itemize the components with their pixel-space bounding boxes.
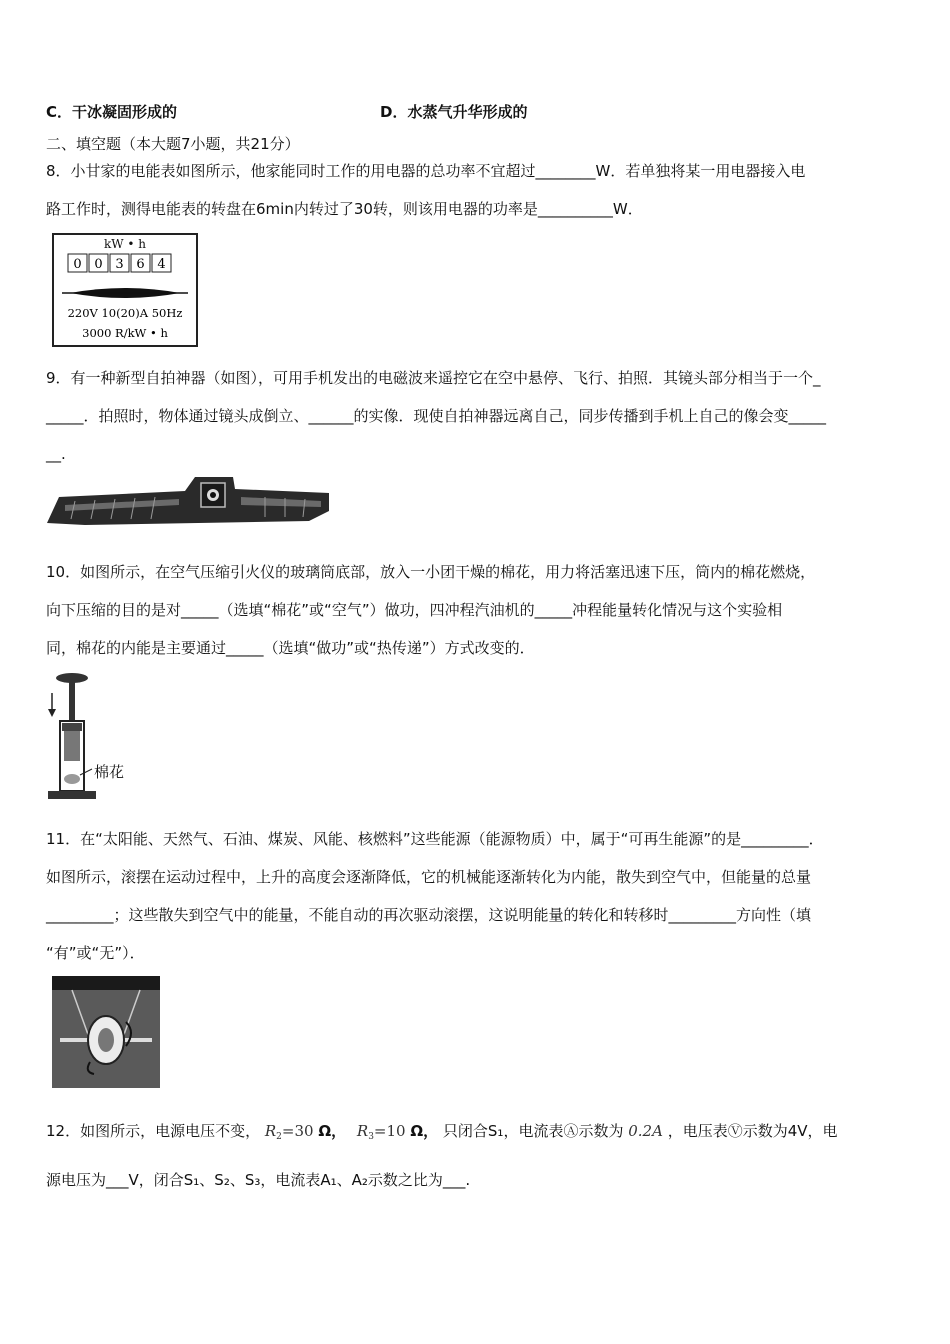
maxwell-pendulum-figure xyxy=(52,976,160,1092)
q11-line3: _________；这些散失到空气中的能量，不能自动的再次驱动滚摆，这说明能量的转化和转移时_________方向性（填 xyxy=(46,906,812,924)
maxwell-pendulum-drawing xyxy=(52,976,160,1088)
q12-line2: 源电压为___V，闭合S₁、S₂、S₃，电流表A₁、A₂示数之比为___. xyxy=(46,1171,471,1189)
meter-digit-1: 0 xyxy=(73,257,82,272)
r3-subscript: 3 xyxy=(368,1132,374,1142)
selfie-drone-drawing xyxy=(45,475,333,527)
q9-line1: 9．有一种新型自拍神器（如图），可用手机发出的电磁波来遥控它在空中悬停、飞行、拍照．其镜头部分相当于一个_ xyxy=(46,369,821,387)
q11-line2: 如图所示，滚摆在运动过程中，上升的高度会逐渐降低，它的机械能逐渐转化为内能，散失到空气中，但能量的总量 xyxy=(46,868,812,886)
q12-line1 xyxy=(46,1117,910,1145)
q12-suffix: ，电压表Ⓥ示数为4V，电 xyxy=(667,1122,838,1140)
cotton-label: 棉花 xyxy=(94,763,125,781)
q10-line3: 同，棉花的内能是主要通过_____（选填“做功”或“热传递”）方式改变的． xyxy=(46,639,535,657)
r2-value: =30 xyxy=(281,1122,314,1140)
q11-line1: 11．在“太阳能、天然气、石油、煤炭、风能、核燃料”这些能源（能源物质）中，属于“可再生能源”的是_________． xyxy=(46,830,824,848)
meter-digit-5: 4 xyxy=(157,257,166,272)
section-title: 二、填空题（本大题7小题，共21分） xyxy=(46,135,300,153)
r3-symbol: R xyxy=(356,1122,369,1140)
r2-expression xyxy=(265,1122,318,1140)
r2-subscript: 2 xyxy=(276,1132,282,1142)
q12-prefix: 12．如图所示，电源电压不变， xyxy=(46,1122,261,1140)
q10-line2: 向下压缩的目的是对_____（选填“棉花”或“空气”）做功，四冲程汽油机的_____冲程能量转化情况与这个实验相 xyxy=(46,601,783,619)
option-c: C．干冰凝固形成的 xyxy=(46,103,178,121)
q11-line4: “有”或“无”）． xyxy=(46,944,145,962)
q8-line2: 路工作时，测得电能表的转盘在6min内转过了30转，则该用电器的功率是__________W． xyxy=(46,200,643,218)
meter-spec: 220V 10(20)A 50Hz xyxy=(67,306,183,320)
r2-ohm: Ω， xyxy=(318,1122,347,1140)
r3-expression xyxy=(357,1122,410,1140)
q8-line1: 8．小甘家的电能表如图所示，他家能同时工作的用电器的总功率不宜超过________W．若单独将某一用电器接入电 xyxy=(46,162,806,180)
meter-rate: 3000 R/kW • h xyxy=(82,326,168,340)
meter-digit-2: 0 xyxy=(94,257,103,272)
selfie-drone-figure xyxy=(45,475,333,531)
r3-value: =10 xyxy=(373,1122,406,1140)
option-d: D．水蒸气升华形成的 xyxy=(380,103,528,121)
q7-options xyxy=(46,102,910,122)
meter-unit: kW • h xyxy=(103,237,147,251)
electric-meter-drawing xyxy=(52,233,198,347)
igniter-drawing xyxy=(44,671,104,803)
current-value: 0.2A xyxy=(628,1122,663,1140)
q12-middle: 只闭合S₁，电流表Ⓐ示数为 xyxy=(442,1122,624,1140)
electric-meter-figure xyxy=(52,233,198,351)
q9-line2: _____．拍照时，物体通过镜头成倒立、______的实像．现使自拍神器远离自己，同步传播到手机上自己的像会变_____ xyxy=(46,407,827,425)
meter-digit-3: 3 xyxy=(115,257,124,272)
q9-line3: __. xyxy=(46,445,66,463)
r2-symbol: R xyxy=(264,1122,277,1140)
meter-digit-4: 6 xyxy=(136,257,145,272)
air-compression-igniter-figure xyxy=(44,671,144,803)
q10-line1: 10．如图所示，在空气压缩引火仪的玻璃筒底部，放入一小团干燥的棉花，用力将活塞迅速下压，筒内的棉花燃烧， xyxy=(46,563,816,581)
r3-ohm: Ω， xyxy=(410,1122,439,1140)
